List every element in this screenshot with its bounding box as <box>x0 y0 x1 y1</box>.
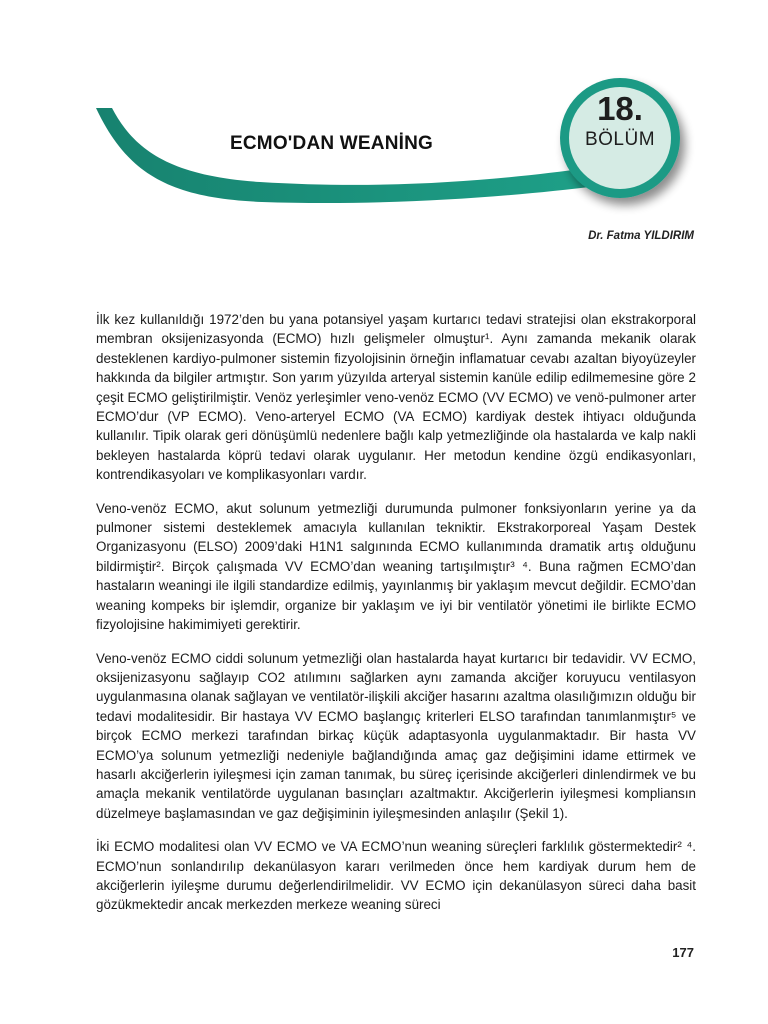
chapter-word: BÖLÜM <box>584 129 656 150</box>
page-number: 177 <box>672 945 694 960</box>
chapter-number: 18. <box>597 90 643 127</box>
chapter-title: ECMO'DAN WEANİNG <box>230 133 433 154</box>
paragraph: İlk kez kullanıldığı 1972’den bu yana potansiyel yaşam kurtarıcı tedavi stratejisi olan ekstrakorporal membran oksijenizasyonda (ECMO) hızlı gelişmeler olmuştur¹. Aynı zamanda mekanik olarak desteklenen kardiyo-pulmoner sistemin fizyolojisinin örneğin inflamatuar cevabı azaltan biyoyüzeyler hakkında da bilgiler artmıştır. Son yarım yüzyılda arteryal sistemin kanüle edilip edilmemesine göre 2 çeşit ECMO geliştirilmiştir. Venöz yerleşimler veno-venöz ECMO (VV ECMO) ve venö-pulmoner arter ECMO’dur (VP ECMO). Veno-arteryel ECMO (VA ECMO) kardiyak destek ihtiyacı olduğunda kullanılır. Tipik olarak geri dönüşümlü nedenlere bağlı kalp yetmezliğinde ola hastalarda ve kalp nakli bekleyen hastalarda köprü tedavi olarak uygulanır. Her metodun kendine özgü endikasyonları, kontrendikasyoları ve komplikasyonları vardır. <box>96 312 696 483</box>
paragraph: Veno-venöz ECMO, akut solunum yetmezliği durumunda pulmoner fonksiyonların yerine ya da pulmoner sistemi desteklemek amacıyla kullanılan tekniktir. Ekstrakorporeal Yaşam Destek Organizasyonu (ELSO) 2009’daki H1N1 salgınında ECMO kullanımında dramatik artış olduğunu bildirmiştir². Birçok çalışmada VV ECMO’dan weaning tartışılmıştır³ ⁴. Buna rağmen ECMO’dan hastaların weaningi ile ilgili standardize edilmiş, yayınlanmış bir yaklaşım mevcut değildir. ECMO’dan weaning kompeks bir işlemdir, organize bir yaklaşım ve iyi bir ventilatör yönetimi ile birlikte ECMO fizyolojisine hakimimiyeti gerektirir. <box>96 500 696 633</box>
body-text <box>96 310 696 929</box>
header-swoosh-shape <box>96 108 598 203</box>
paragraph: Veno-venöz ECMO ciddi solunum yetmezliği olan hastalarda hayat kurtarıcı bir tedavidir. VV ECMO, oksijenizasyonu sağlayıp CO2 atılımını sağlarken aynı zamanda akciğer koruyucu ventilasyon uygulanmasına olanak sağlayan ve ventilatör-ilişkili akciğer hasarını azaltma olasılığımızın olduğu bir tedavi modalitesidir. Bir hastaya VV ECMO başlangıç kriterleri ELSO tarafından tanımlanmıştır⁵ ve birçok ECMO merkezi tarafından birkaç küçük adaptasyonla uygulanmaktadır. Bir hasta VV ECMO’ya solunum yetmezliği nedeniyle bağlandığında amaç gaz değişimini idame ettirmek ve hasarlı akciğerlerin iyileşmesi için zaman tanımak, bu süreç içerisinde akciğerleri dinlendirmek ve bu amaçla mekanik ventilatörde uygulanan basınçları azaltmaktır. Akciğerlerin iyileşmesi kompliansın düzelmeye başlamasından ve gaz değişiminin iyileşmesinden anlaşılır (Şekil 1). <box>96 650 696 821</box>
author-name: Dr. Fatma YILDIRIM <box>588 230 694 242</box>
chapter-badge <box>560 78 680 198</box>
paragraph: İki ECMO modalitesi olan VV ECMO ve VA ECMO’nun weaning süreçleri farklılık göstermektedir² ⁴. ECMO’nun sonlandırılıp dekanülasyon kararı verilmeden önce hem kardiyak durum hem de akciğerlerin iyileşme durumu değerlendirilmelidir. VV ECMO için dekanülasyon süreci daha basit gözükmektedir ancak merkezden merkeze weaning süreci <box>96 839 696 913</box>
